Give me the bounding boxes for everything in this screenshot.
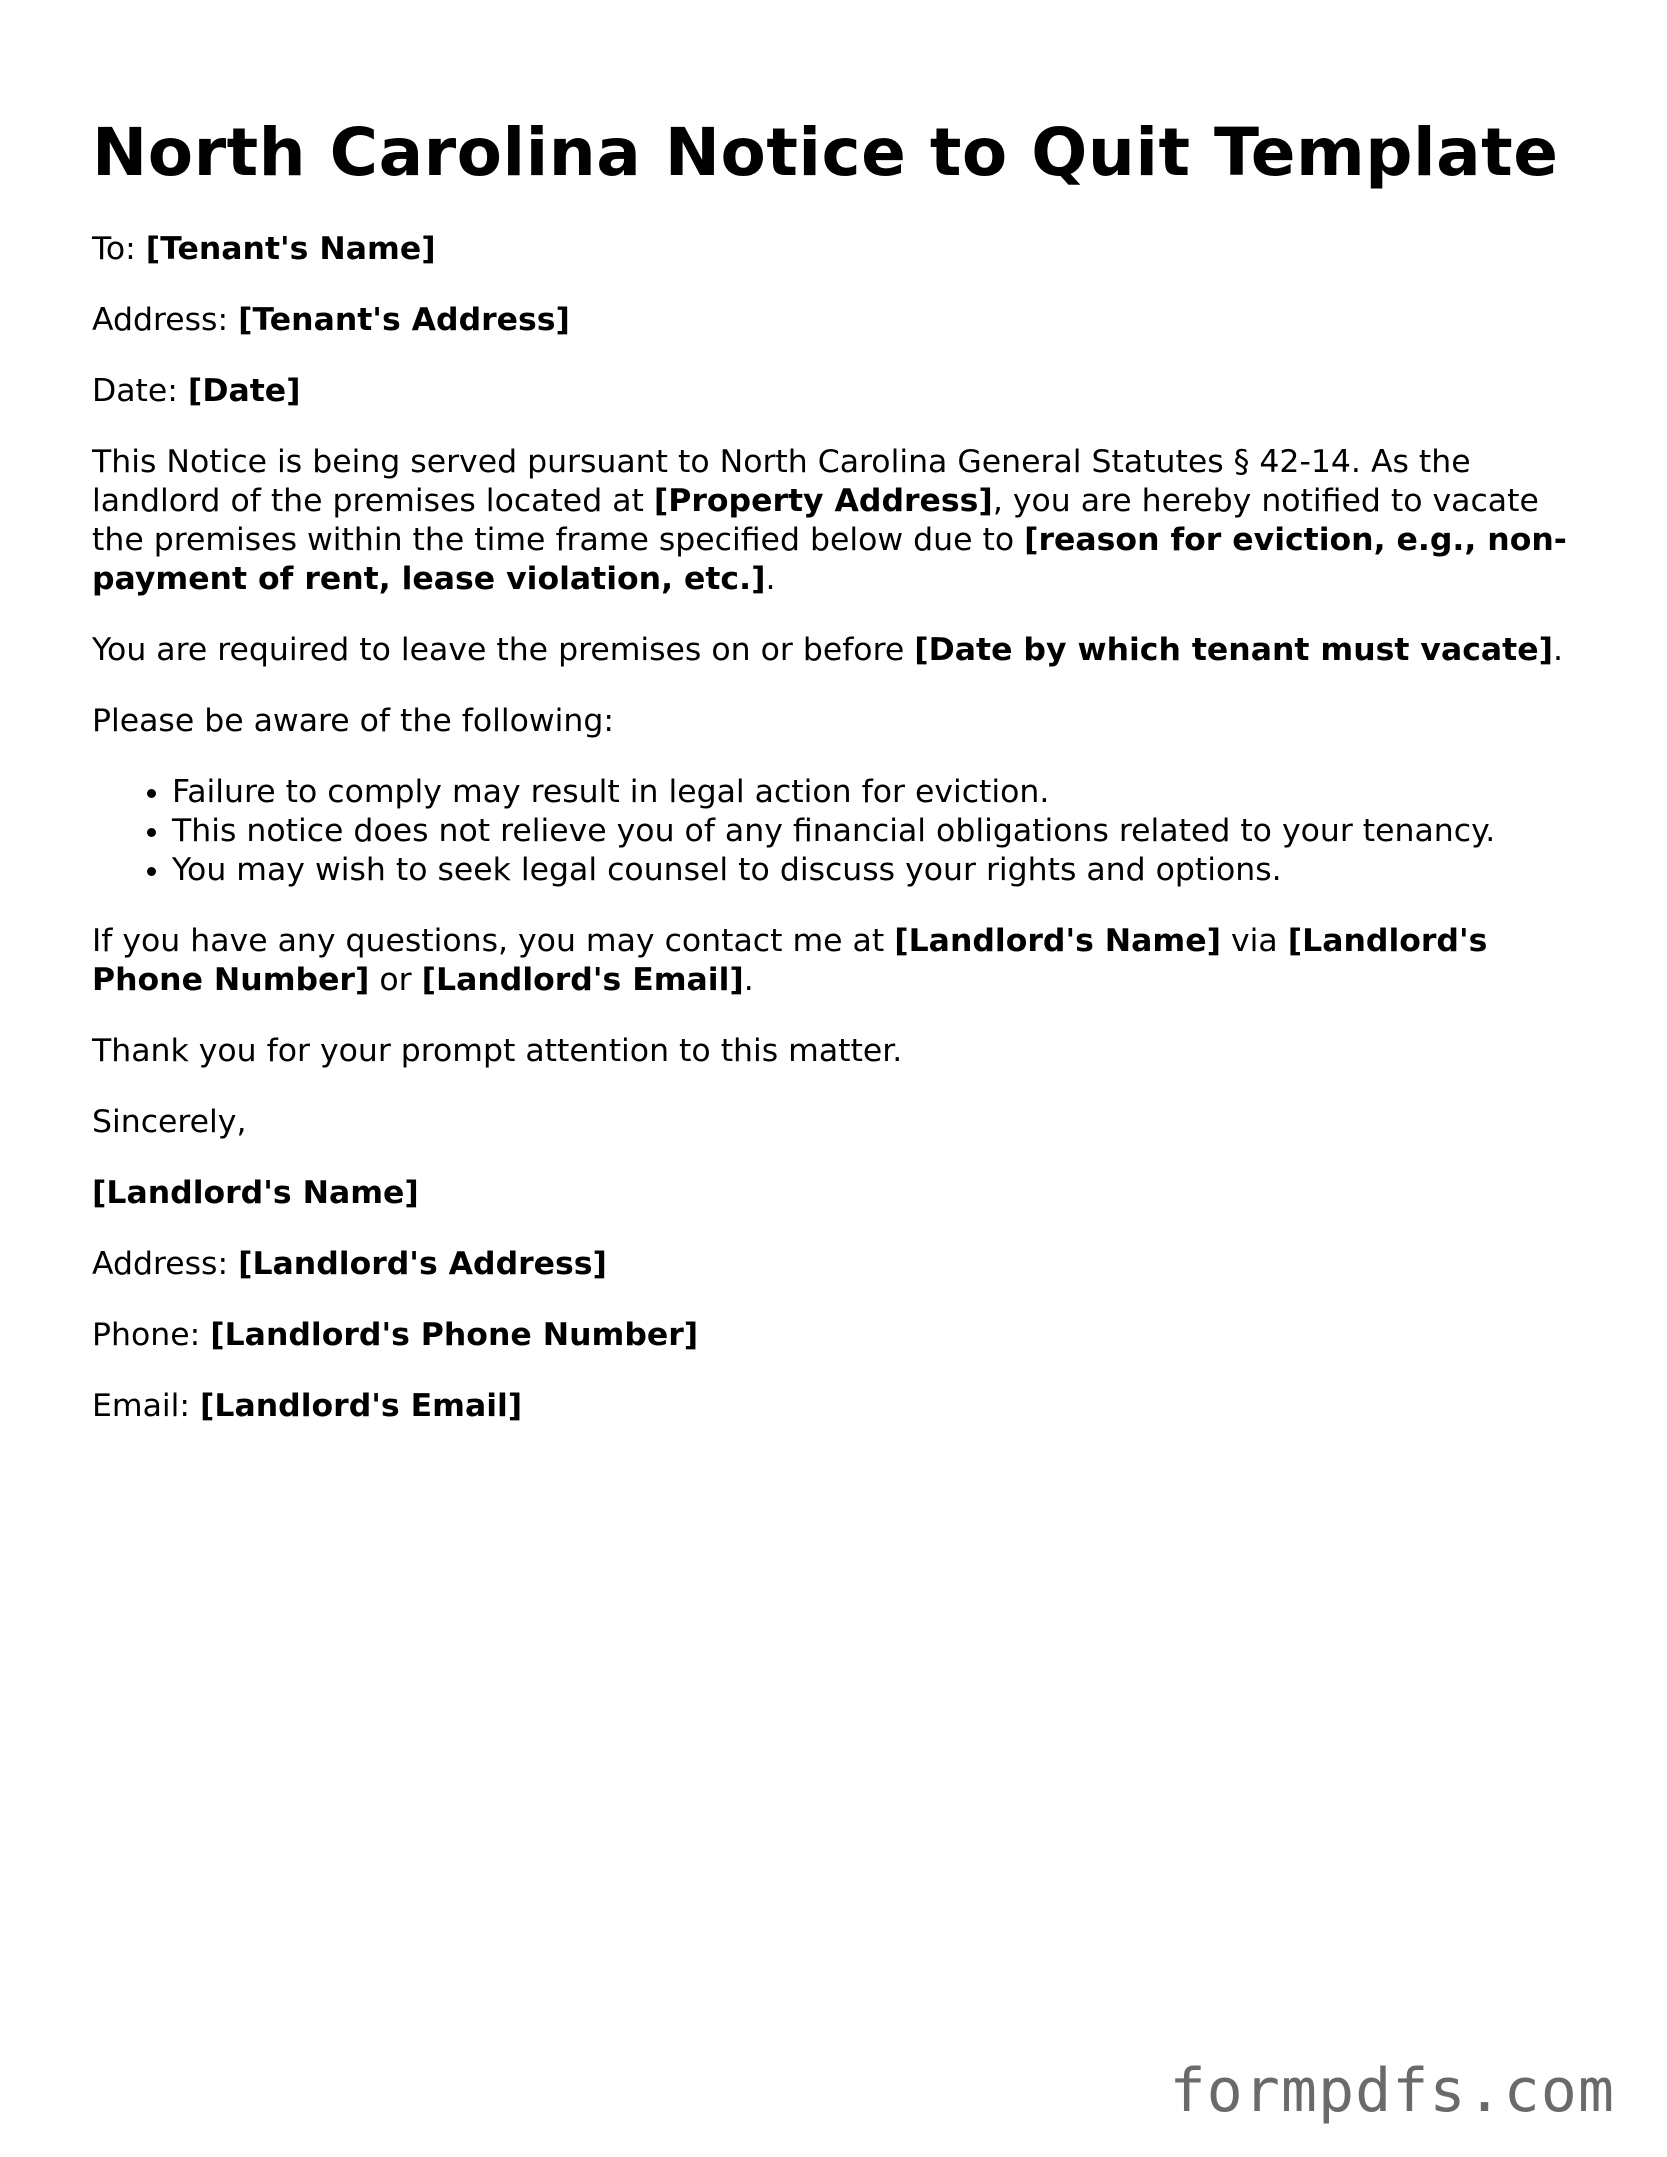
landlord-email-placeholder: [Landlord's Email] bbox=[421, 962, 744, 998]
landlord-email-label: Email: bbox=[92, 1388, 191, 1424]
landlord-email-value: [Landlord's Email] bbox=[200, 1388, 523, 1424]
page-title: North Carolina Notice to Quit Template bbox=[92, 114, 1559, 191]
to-label: To: bbox=[92, 231, 136, 267]
address-label: Address: bbox=[92, 302, 229, 338]
sincerely-line: Sincerely, bbox=[92, 1104, 247, 1140]
contact-paragraph bbox=[92, 922, 1572, 1000]
document-page bbox=[92, 112, 1572, 1458]
vacate-text-1: You are required to leave the premises on or before bbox=[92, 632, 915, 668]
address-line bbox=[92, 301, 1572, 340]
notice-text-1: This Notice is being served pursuant to North Carolina General Statutes § 42-14. As the landlord of the premises located at bbox=[92, 444, 1471, 519]
contact-text-4: . bbox=[743, 962, 754, 998]
landlord-name-placeholder: [Landlord's Name] bbox=[894, 923, 1222, 959]
signature-name: [Landlord's Name] bbox=[92, 1175, 419, 1211]
eviction-reason-placeholder: [reason for eviction, e.g., non-payment of rent, lease violation, etc.] bbox=[92, 522, 1567, 597]
contact-text-3: or bbox=[369, 962, 422, 998]
list-item: • Failure to comply may result in legal action for eviction. bbox=[172, 773, 1572, 812]
vacate-paragraph bbox=[92, 631, 1572, 670]
list-item: • You may wish to seek legal counsel to discuss your rights and options. bbox=[172, 851, 1572, 890]
notice-bullet-list bbox=[92, 773, 1572, 890]
landlord-address-label: Address: bbox=[92, 1246, 229, 1282]
date-label: Date: bbox=[92, 373, 178, 409]
vacate-text-2: . bbox=[1552, 632, 1563, 668]
tenant-name-placeholder: [Tenant's Name] bbox=[145, 231, 436, 267]
watermark: formpdfs.com bbox=[1169, 2056, 1615, 2126]
date-line bbox=[92, 372, 1572, 411]
aware-paragraph: Please be aware of the following: bbox=[92, 703, 614, 739]
landlord-phone-value: [Landlord's Phone Number] bbox=[210, 1317, 699, 1353]
thanks-paragraph: Thank you for your prompt attention to this matter. bbox=[92, 1033, 903, 1069]
landlord-phone-line bbox=[92, 1316, 1572, 1355]
signature-line bbox=[92, 1174, 1572, 1213]
contact-text-2: via bbox=[1221, 923, 1288, 959]
landlord-address-placeholder: [Landlord's Address] bbox=[238, 1246, 607, 1282]
contact-text-1: If you have any questions, you may contact me at bbox=[92, 923, 895, 959]
tenant-address-placeholder: [Tenant's Address] bbox=[238, 302, 570, 338]
vacate-date-placeholder: [Date by which tenant must vacate] bbox=[914, 632, 1553, 668]
to-line bbox=[92, 230, 1572, 269]
landlord-phone-label: Phone: bbox=[92, 1317, 201, 1353]
landlord-email-line bbox=[92, 1387, 1572, 1426]
notice-paragraph bbox=[92, 443, 1572, 599]
date-placeholder: [Date] bbox=[187, 373, 301, 409]
notice-text-3: . bbox=[765, 561, 776, 597]
landlord-address-line bbox=[92, 1245, 1572, 1284]
list-item: • This notice does not relieve you of any financial obligations related to your tenancy. bbox=[172, 812, 1572, 851]
landlord-phone-placeholder: [Landlord's Phone Number] bbox=[92, 923, 1488, 998]
property-address-placeholder: [Property Address] bbox=[653, 483, 993, 519]
notice-text-2: , you are hereby notified to vacate the premises within the time frame specified below due to bbox=[92, 483, 1539, 558]
